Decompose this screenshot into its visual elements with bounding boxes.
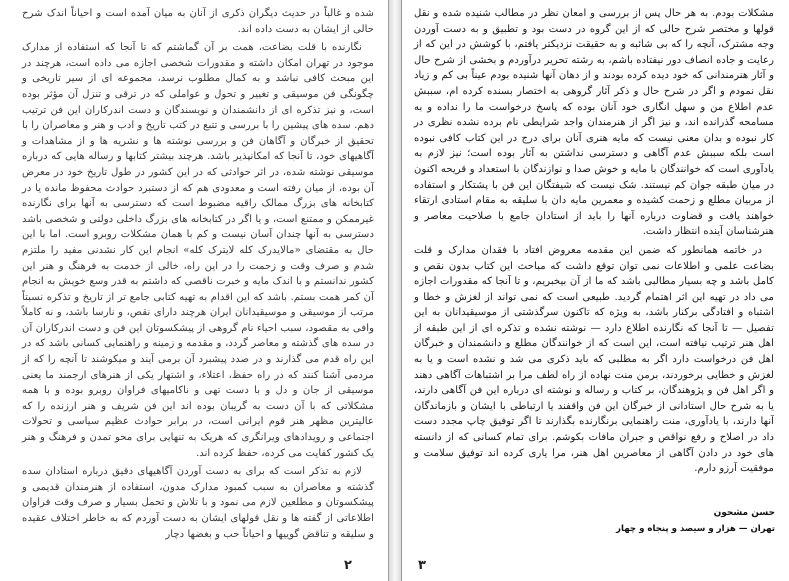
- book-gutter: [388, 0, 402, 581]
- signature-place-date: تهران — هزار و سیصد و پنجاه و چهار: [616, 524, 775, 534]
- right-paragraph-1: مشکلات بودم. به هر حال پس از بررسی و امعان نظر در مطالب شنیده شده و نقل قولها و مختصر شرح حالی که از این گروه در دست بود و تطبیق و به دست آوردن وجه مشترک، آنچه را که بی شائبه و به حقیقت نزدیکتر یافتم، با کوشش در این که از رعایت و جاده انصاف دور نیفتاده باشم، به رشته تحریر درآوردم و بخشی از شرح حال و آثار هنرمندانی که خود دیده کرده بودند و از دهان آنها شنیده بودم عیناً بی کم و زیاد نقل نمودم و اگر در شرح حال و ذکر آثار گروهی به اختصار بسنده کرده ام، سببش عدم اطلاع من و سهل انگاری خود آنان بوده که پاسخ درخواست ما را نداده و به مسامحه گذرانده اند، و نیز اگر از هنرمندان واجد شرایطی نام برده نشده نظری در کار نبوده و بدان معنی نیست که مایه هنری آنان برای درج در این کتاب کافی نبوده است بلکه سببش عدم آگاهی و دسترسی نداشتن به آثار بوده است؛ نیز لازم به یادآوری است که خوانندگان با مایه و خوش صدا و نوازندگان با استعداد و قریحه اکنون در میان طبقه جوان کم نیستند. شک نیست که شیفتگان این فن با پشتکار و استفاده از مربیان مطلع و زحمت کشیده و معمرین مایه دان با سلیقه به مقام استادی ارتقاء خواهند یافت و قضاوت درباره آنها را باید از استادان جامع با صلاحیت معاصر و هنرشناسان آینده انتظار داشت.: [414, 8, 774, 238]
- left-page: [0, 0, 388, 581]
- right-page: [402, 0, 789, 581]
- right-page-text: [414, 6, 774, 475]
- right-paragraph-2: در خاتمه همانطور که ضمن این مقدمه معروض افتاد با فقدان مدارک و قلت بضاعت علمی و اطلاعات نمی توان توقع داشت که مباحث این کتاب بدون نقص و کامل باشد و چه بسیار مطالبی باشد که ما از آن بیخبریم، و تا آنجا که مقدورات اجازه می داد در تهیه این اثر اهتمام گردید. طبیعی است که نمی تواند از لغزش و خطا و اشتباه و افتادگی برکنار باشد، به ویژه که تاکنون سرگذشتی از موسیقیدانان به این تفصیل — تا آنجا که نگارنده اطلاع دارد — نوشته نشده و تذکره ای از این طبقه از اهل هنر ترتیب نیافته است، این است که از خوانندگان مطلع و دانشمندان و خبرگان اهل فن درخواست دارد اگر به مطلبی که باید ذکری می شد و نشده است و یا به لغزش و خطایی برخوردند، برمن منت نهاده از راه لطف مرا بر اشتباهات آگاهی دهند و اگر اهل فن و پژوهندگان، بر کتاب و رساله و نوشته ای درباره این فن آگاهی دارند، یا به شرح حال استادانی از خبرگان این فن واقفند یا ارتباطی با ایشان و بازماندگان آنها دارند، با یادآوری، منت راهنمایی برنگارنده بگذارند تا اگر توفیق چاپ مجدد دست داد در اصلاح و رفع نواقص و جبران مافات بکوشم. برای تمام کسانی که از دانسته های خود در دادن آگاهی از معاصرین اهل هنر، مرا یاری کرده اند توفیق سلامت و موفقیت آرزو دارم.: [414, 244, 774, 475]
- right-page-number: ۳: [418, 558, 426, 573]
- left-paragraph-1: شده و غالباً در حدیث دیگران ذکری از آنان به میان آمده است و احیاناً اندک شرح حالی از ایشان به دست داده اند.: [22, 8, 374, 35]
- left-paragraph-3: لازم به تذکر است که برای به دست آوردن آگاهیهای دقیق درباره استادان سده گذشته و معاصران به سبب کمبود مدارک مدون، استفاده از هنرمندان قدیمی و پیشکسوتان و مطلعین لازم می نمود و با تلاش و تحمل بسیار و صرف وقت فراوان اطلاعاتی از گفته ها و نقل قولهای ایشان به دست آوردم که به خاطر اختلاف عقیده و سلیقه و تناقض گوییها و احیاناً حب و بغضها دچار: [22, 466, 374, 540]
- left-page-text: [22, 6, 374, 546]
- author-signature-name: حسن مشحون: [713, 508, 775, 518]
- left-paragraph-2: نگارنده با قلت بضاعت، همت بر آن گماشتم که تا آنجا که استفاده از مدارک موجود در تهران امکان داشته و مقدورات شخصی اجازه می داده است، هرچند در این مبحث کافی نباشد و به کمال مطلوب نرسد، مجموعه ای از سیر تاریخی و چگونگی فن موسیقی و تغییر و تحول و عواملی که در ترقی و تنزل آن مؤثر بوده است، و نیز تذکره ای از دانشمندان و نویسندگان و دست اندرکاران این فن ترتیب دهم. سده های پیشین را با بررسی و تتبع در کتب تاریخ و ادب و هنر و معاصران را با تحقیق از خبرگان و آگاهان فن و بررسی نوشته ها و نشریه ها و از مشاهدات و آگاهیهای خود، تا آنجا که امکانپذیر باشد. هرچند بیشتر کتابها و رساله هایی که درباره موسیقی نوشته شده، در اثر حوادثی که در این کشور در طول تاریخ خود در معرض آن بوده، از میان رفته است و معدودی هم که از دستبرد حوادث محفوظ مانده یا در کتابخانه های بزرگ ممالک راقیه مضبوط است که دسترسی به آنها برای نگارنده غیرممکن و ممتنع است، و یا اگر در کتابخانه های بزرگ داخلی دولتی و شخصی باشد دسترسی به آنها چندان آسان نیست و کم با همان مشکلات روبرو است. اما با این حال به مقتضای «مالایدرک کله لایترک کله» انجام این کار نشدنی مفید را ملتزم شدم و صرف وقت و زحمت را در این راه، خالی از خدمت به فرهنگ و هنر این کشور ندانستم و با اندک مایه و خبرت ناقصی که داشتم به قدر وسع خویش به انجام آن کمر همت بستم. باشد که این اقدام به تهیه کتابی جامع تر از تاریخ و تذکره نسبتاً مرتب از موسیقی و موسیقیدانان ایران هرچند دارای نقص، و نارسا باشد، و نه کاملاً وافی به مقصود، سبب احیاء نام گروهی از پیشکسوتان این فن و دست اندرکاران آن در سده های گذشته و معاصر گردد، و مقدمه و زمینه و راهنمایی کسانی باشد که در این راه قدم می گذارند و در صدد پیشبرد آن برمی آیند و میکوشند تا آنچه را که از مردمی آشنا کنند که در راه حفظ، اعتلاء، و اشتهار یکی از هنرهای ارجمند ما یعنی موسیقی از جان و دل و با دست تهی و ناکامیهای فراوان روبرو بوده و با همه مشکلاتی که با آن دست به گریبان بوده اند این فن شریف و هنر ارزنده را که عالیترین مظهر هنر قوم ایرانی است، در برابر حوادث عظیم سیاسی و تحولات اجتماعی و رویدادهای ویرانگری که هریک به تنهایی برای محو تمدن و فرهنگ و هنر یک کشور کفایت می کرده، حفظ کرده اند.: [22, 42, 374, 459]
- left-page-number: ۲: [344, 558, 352, 573]
